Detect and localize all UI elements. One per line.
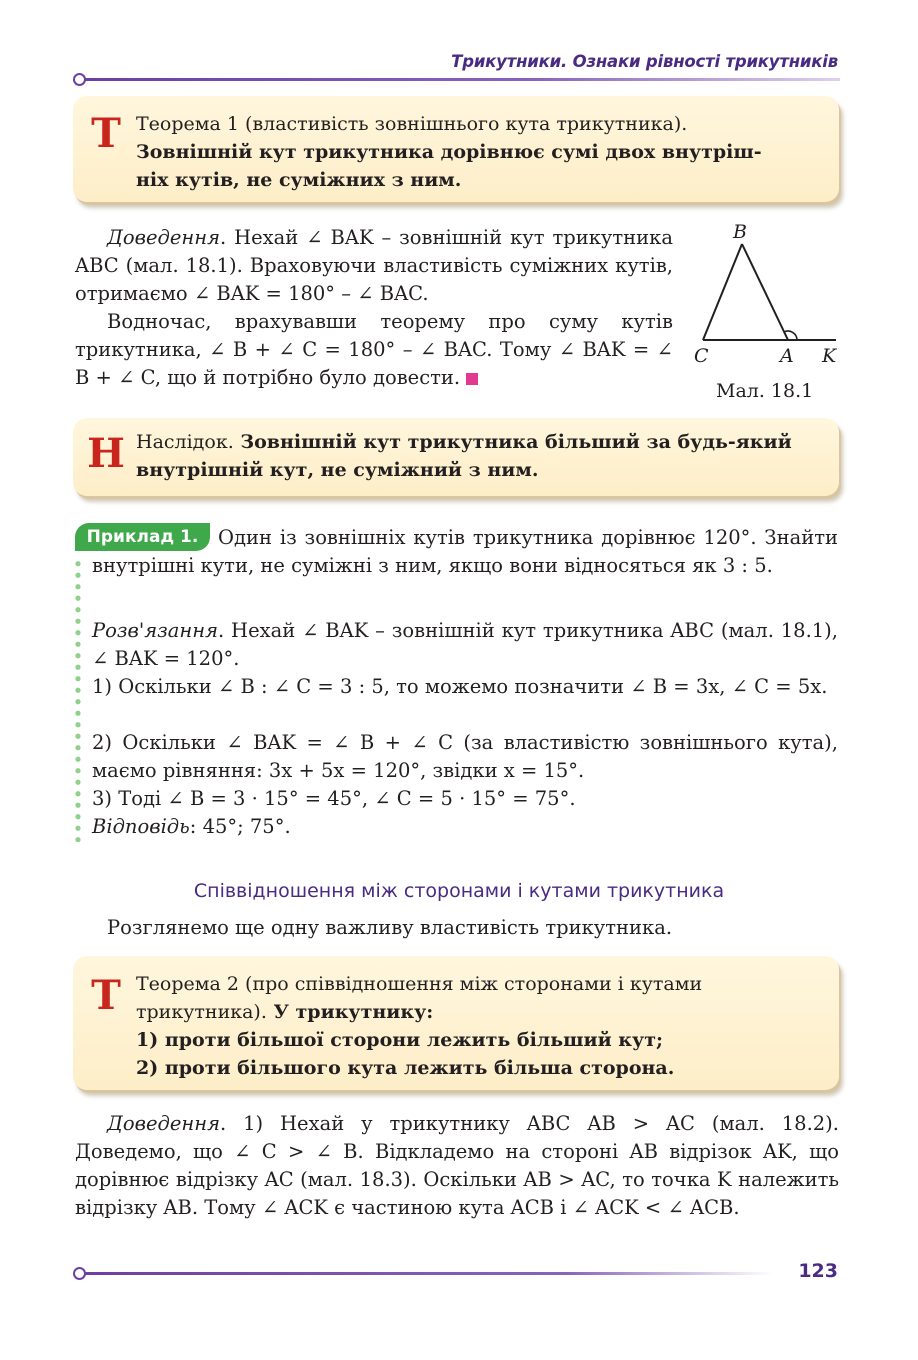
example-1-statement	[92, 524, 838, 580]
example-1-statement-text: Один із зовнішніх кутів трикутника дорівнює 120°. Знайти внутрішні кути, не суміжні з ним, якщо вони відносяться як 3 : 5.	[92, 526, 838, 577]
theorem-2-line-3: 1) проти більшої сторони лежить більший кут;	[136, 1029, 663, 1051]
corollary-line-2: внутрішній кут, не суміжний з ним.	[136, 459, 539, 481]
proof-1-text-2: Водночас, врахувавши теорему про суму кутів трикутника, ∠ B + ∠ C = 180° – ∠ BAC. Тому ∠ BAK = ∠ B + ∠ C, що й потрібно було довести.	[75, 310, 673, 389]
corollary-text	[136, 428, 792, 484]
side-cb	[703, 244, 742, 340]
theorem-1-text	[136, 110, 762, 194]
theorem-2-line-1: Теорема 2 (про співвідношення між сторонами і кутами	[136, 973, 703, 995]
header-rule	[84, 78, 840, 81]
theorem-2-line-2b: У трикутнику:	[266, 1001, 434, 1023]
proof-1-paragraph-1	[75, 224, 673, 308]
example-1-tab: Приклад 1.	[75, 523, 210, 551]
theorem-1-badge: T	[83, 112, 129, 156]
proof-1-label: Доведення	[107, 226, 220, 249]
answer-label: Відповідь	[92, 815, 190, 838]
end-of-proof-square-icon	[466, 373, 478, 385]
footer-rule	[84, 1272, 774, 1275]
figure-18-1-caption: Мал. 18.1	[716, 380, 814, 402]
theorem-2-line-2a: трикутника).	[136, 1001, 267, 1023]
example-1-solution	[92, 617, 838, 673]
proof-2-paragraph	[75, 1110, 839, 1222]
page-number: 123	[798, 1260, 838, 1282]
proof-2-label: Доведення	[107, 1112, 220, 1135]
vertex-label-b: B	[733, 221, 747, 243]
theorem-1-line-3: ніх кутів, не суміжних з ним.	[136, 169, 462, 191]
answer-text: : 45°; 75°.	[189, 815, 291, 838]
theorem-2-badge: T	[83, 974, 129, 1018]
solution-intro: . Нехай ∠ BAK – зовнішній кут трикутника ABC (мал. 18.1), ∠ BAK = 120°.	[92, 619, 838, 670]
point-label-k: K	[822, 345, 837, 367]
running-header: Трикутники. Ознаки рівності трикутників	[451, 52, 838, 71]
theorem-2-text	[136, 970, 702, 1082]
corollary-lead: Наслідок.	[136, 431, 234, 453]
proof-2-text: . 1) Нехай у трикутнику ABC AB > AC (мал. 18.2). Доведемо, що ∠ C > ∠ B. Відкладемо на стороні AB відрізок AK, що дорівнює відрізку AC (мал. 18.3). Оскільки AB > AC, то точка K належить відрізку AB. Тому ∠ ACK є частиною кута ACB і ∠ ACK < ∠ ACB.	[75, 1112, 839, 1219]
side-ba	[742, 244, 788, 340]
theorem-1-line-2: Зовнішній кут трикутника дорівнює сумі двох внутріш-	[136, 141, 762, 163]
solution-label: Розв'язання	[92, 619, 218, 642]
proof-1-text-1: . Нехай ∠ BAK – зовнішній кут трикутника ABC (мал. 18.1). Враховуючи властивість суміжних кутів, отримаємо ∠ BAK = 180° – ∠ BAC.	[75, 226, 673, 305]
corollary-badge: Н	[83, 432, 129, 476]
corollary-line-1: Зовнішній кут трикутника більший за будь-який	[233, 431, 792, 453]
example-dotted-margin	[75, 558, 81, 842]
example-1-step-3: 3) Тоді ∠ B = 3 · 15° = 45°, ∠ C = 5 · 15° = 75°.	[92, 787, 576, 810]
example-1-step-1: 1) Оскільки ∠ B : ∠ C = 3 : 5, то можемо позначити ∠ B = 3x, ∠ C = 5x.	[92, 675, 828, 698]
section-title: Співвідношення між сторонами і кутами трикутника	[193, 880, 725, 902]
theorem-2-line-4: 2) проти більшого кута лежить більша сторона.	[136, 1057, 675, 1079]
vertex-label-c: C	[694, 345, 709, 367]
figure-18-1	[688, 218, 848, 376]
example-1-answer	[92, 813, 838, 841]
proof-1-paragraph-2	[75, 308, 673, 392]
section-intro: Розглянемо ще одну важливу властивість трикутника.	[107, 916, 673, 939]
vertex-label-a: A	[780, 345, 794, 367]
theorem-1-line-1: Теорема 1 (властивість зовнішнього кута трикутника).	[136, 113, 688, 135]
example-1-step-2: 2) Оскільки ∠ BAK = ∠ B + ∠ C (за властивістю зовнішнього кута), маємо рівняння: 3x + 5x = 120°, звідки x = 15°.	[92, 731, 838, 782]
